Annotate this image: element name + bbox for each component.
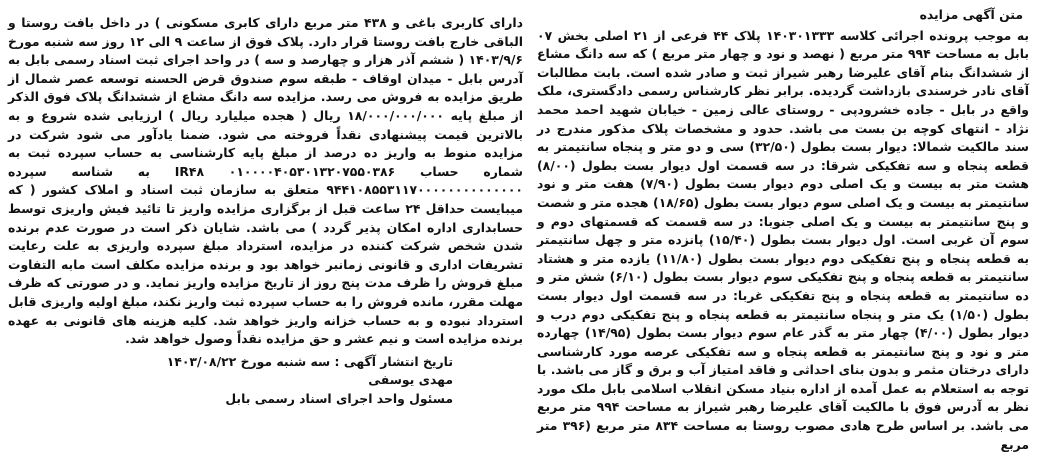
notice-heading: متن آگهی مزایده bbox=[919, 7, 1023, 22]
signatory-name: مهدی یوسفی bbox=[368, 372, 453, 388]
notice-left-column bbox=[8, 14, 523, 408]
notice-right-body: به موجب پرونده اجرائی کلاسه ۱۴۰۳۰۱۳۳۳ پلاک ۴۴ فرعی از ۲۱ اصلی بخش ۰۷ بابل به مساحت ۹۹۴ متر مربع ( نهصد و نود و چهار متر مربع ) که سه دانگ مشاع از ششدانگ بنام آقای علیرضا رهبر شیراز ثبت و صادر شده است. بابت مطالبات آقای نادر خرسندی بازداشت گردیده. برابر نظر کارشناس رسمی دادگستری، ملک واقع در بابل - جاده خشرودپی - روستای عالی زمین - خیابان شهید احمد محمد نژاد - انتهای کوچه بن بست می باشد. حدود و مشخصات پلاک مذکور مندرج در سند مالکیت شمالا: دیوار بست بطول (۳۲/۵۰) سی و دو متر و پنجاه سانتیمتر به قطعه پنجاه و سه تفکیکی شرقا: در سه قسمت اول دیوار بست بطول (۸/۰۰) هشت متر به بیست و یک اصلی دوم دیوار بست بطول (۷/۹۰) هفت متر و نود سانتیمتر به بیست و یک اصلی سوم دیوار بست بطول (۱۸/۶۵) هجده متر و شصت و پنج سانتیمتر به بیست و یک اصلی جنوبا: در سه قسمت که قسمتهای دوم و سوم آن غربی است. اول دیوار بست بطول (۱۵/۴۰) پانزده متر و چهل سانتیمتر به قطعه پنجاه و پنج تفکیکی دوم دیوار بست بطول (۱۱/۸۰) یازده متر و هشتاد سانتیمتر به قطعه پنجاه و پنج تفکیکی سوم دیوار بست بطول (۶/۱۰) شش متر و ده سانتیمتر به قطعه پنجاه و پنج تفکیکی غربا: در سه قسمت اول دیوار بست بطول (۱/۵۰) یک متر و پنجاه سانتیمتر به قطعه پنجاه و پنج تفکیکی دوم درب و دیوار بطول (۴/۰۰) چهار متر به گذر عام سوم دیوار بست بطول (۱۴/۹۵) چهارده متر و نود و پنج سانتیمتر به قطعه پنجاه و سه تفکیکی عرصه مورد کارشناسی دارای درختان مثمر و بدون بنای احداثی و فاقد امتیاز آب و برق و گاز می باشد. با توجه به استعلام به عمل آمده از اداره بنیاد مسکن انقلاب اسلامی بابل ملک مورد نظر به آدرس فوق با مالکیت آقای علیرضا رهبر شیراز به مساحت ۹۹۴ متر مربع می باشد. بر اساس طرح هادی مصوب روستا به مساحت ۸۳۴ متر مربع (۳۹۶ متر مربع bbox=[537, 27, 1030, 452]
notice-right-column bbox=[537, 6, 1029, 454]
signatory-title: مسئول واحد اجرای اسناد رسمی بابل bbox=[225, 390, 453, 406]
notice-signature-block bbox=[8, 353, 453, 409]
publish-date: تاریخ انتشار آگهی : سه شنبه مورخ ۱۴۰۳/۰۸/۲۲ bbox=[166, 353, 453, 369]
notice-left-body: دارای کاربری باغی و ۴۳۸ متر مربع دارای کابری مسکونی ) در داخل بافت روستا و الباقی خارج بافت روستا قرار دارد. پلاک فوق از ساعت ۹ الی ۱۲ روز سه شنبه مورخ ۱۴۰۳/۹/۶ ( ششم آذر هزار و چهارصد و سه ) در واحد اجرای ثبت اسناد رسمی بابل به آدرس بابل - میدان اوقاف - طبقه سوم صندوق قرض الحسنه توسعه عصر شمال از طریق مزایده به فروش می رسد. مزایده سه دانگ مشاع از ششدانگ پلاک فوق الذکر از مبلغ پایه ۱۸/۰۰۰/۰۰۰/۰۰۰ ریال ( هجده میلیارد ریال ) ارزیابی شده شروع و به بالاترین قیمت پیشنهادی نقداً فروخته می شود. ضمنا یادآور می شود شرکت در مزایده منوط به واریز ده درصد از مبلغ پایه کارشناسی به حساب سپرده ثبت به شماره حساب ۰۱۰۰۰۰۴۰۵۳۰۱۳۲۰۷۵۵۰۳۸۶ IR۴۸ به شناسه سپرده ۹۴۴۱۰۸۵۵۳۱۱۷۰۰۰۰۰۰۰۰۰۰۰۰۰۰ متعلق به سازمان ثبت اسناد و املاک کشور ( که میبایست حداقل ۲۴ ساعت قبل از برگزاری مزایده واریز تا تائید فیش واریزی توسط حسابداری اداره امکان پذیر گردد ) می باشد. شایان ذکر است در صورت عدم برنده شدن شخص شرکت کننده در مزایده، استرداد مبلغ سپرده واریزی به علت رعایت تشریفات اداری و قانونی زمانبر خواهد بود و برنده مزایده مکلف است مابه التفاوت مبلغ فروش را ظرف مدت پنج روز از تاریخ مزایده واریز نماید. و در صورتی که ظرف مهلت مقرر، مانده فروش را به حساب سپرده ثبت واریز نکند، مبلغ اولیه واریزی قابل استرداد نبوده و به حساب خزانه واریز خواهد شد. کلیه هزینه های قانونی به عهده برنده مزایده است و نیم عشر و حق مزایده نقداً وصول خواهد شد. bbox=[8, 15, 524, 347]
